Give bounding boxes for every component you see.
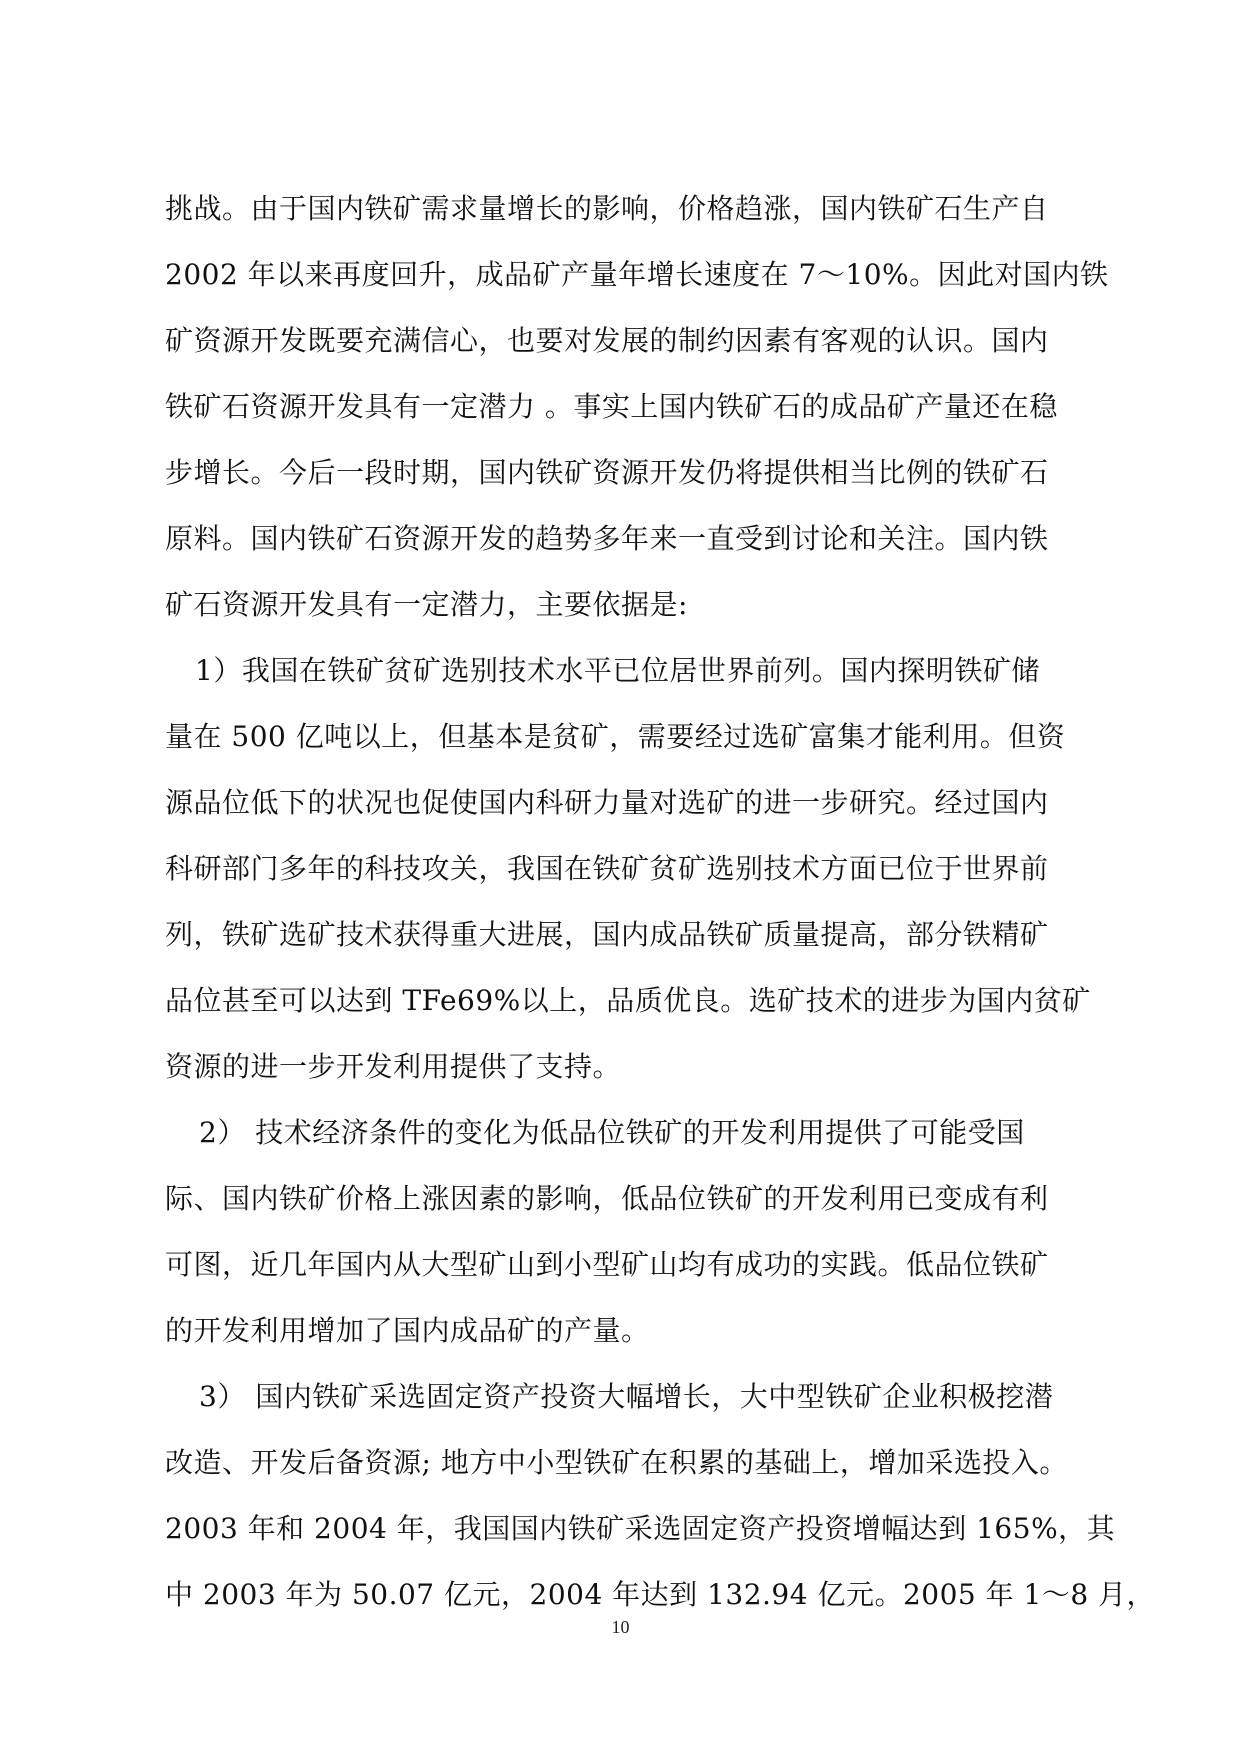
text-line: 2002 年以来再度回升，成品矿产量年增长速度在 7～10%。因此对国内铁 bbox=[165, 258, 1109, 291]
text-line: 挑战。由于国内铁矿需求量增长的影响，价格趋涨，国内铁矿石生产自 bbox=[165, 192, 1049, 225]
text-line: 2） 技术经济条件的变化为低品位铁矿的开发利用提供了可能受国 bbox=[199, 1116, 1025, 1149]
text-line: 步增长。今后一段时期，国内铁矿资源开发仍将提供相当比例的铁矿石 bbox=[165, 456, 1049, 489]
body-text bbox=[165, 176, 1156, 1628]
text-line: 品位甚至可以达到 TFe69%以上，品质优良。选矿技术的进步为国内贫矿 bbox=[165, 984, 1091, 1017]
text-line: 量在 500 亿吨以上，但基本是贫矿，需要经过选矿富集才能利用。但资 bbox=[165, 720, 1066, 753]
text-line: 中 2003 年为 50.07 亿元，2004 年达到 132.94 亿元。2005 年 1～8 月， bbox=[165, 1578, 1156, 1611]
text-line: 3） 国内铁矿采选固定资产投资大幅增长，大中型铁矿企业积极挖潜 bbox=[199, 1380, 1054, 1413]
text-line: 改造、开发后备资源; 地方中小型铁矿在积累的基础上，增加采选投入。 bbox=[165, 1446, 1068, 1479]
text-line: 2003 年和 2004 年，我国国内铁矿采选固定资产投资增幅达到 165%，其 bbox=[165, 1512, 1116, 1545]
text-line: 资源的进一步开发利用提供了支持。 bbox=[165, 1050, 622, 1083]
text-line: 源品位低下的状况也促使国内科研力量对选矿的进一步研究。经过国内 bbox=[165, 786, 1049, 819]
text-line: 列，铁矿选矿技术获得重大进展，国内成品铁矿质量提高，部分铁精矿 bbox=[165, 918, 1049, 951]
text-line: 原料。国内铁矿石资源开发的趋势多年来一直受到讨论和关注。国内铁 bbox=[165, 522, 1049, 555]
page-number: 10 bbox=[611, 1617, 630, 1637]
text-line: 可图，近几年国内从大型矿山到小型矿山均有成功的实践。低品位铁矿 bbox=[165, 1248, 1049, 1281]
text-line: 科研部门多年的科技攻关，我国在铁矿贫矿选别技术方面已位于世界前 bbox=[165, 852, 1049, 885]
text-line: 的开发利用增加了国内成品矿的产量。 bbox=[165, 1314, 650, 1347]
text-line: 矿石资源开发具有一定潜力，主要依据是: bbox=[165, 588, 688, 621]
text-line: 矿资源开发既要充满信心，也要对发展的制约因素有客观的认识。国内 bbox=[165, 324, 1049, 357]
text-line: 铁矿石资源开发具有一定潜力 。事实上国内铁矿石的成品矿产量还在稳 bbox=[165, 390, 1058, 423]
text-line: 1）我国在铁矿贫矿选别技术水平已位居世界前列。国内探明铁矿储 bbox=[195, 654, 1040, 687]
text-line: 际、国内铁矿价格上涨因素的影响，低品位铁矿的开发利用已变成有利 bbox=[165, 1182, 1049, 1215]
